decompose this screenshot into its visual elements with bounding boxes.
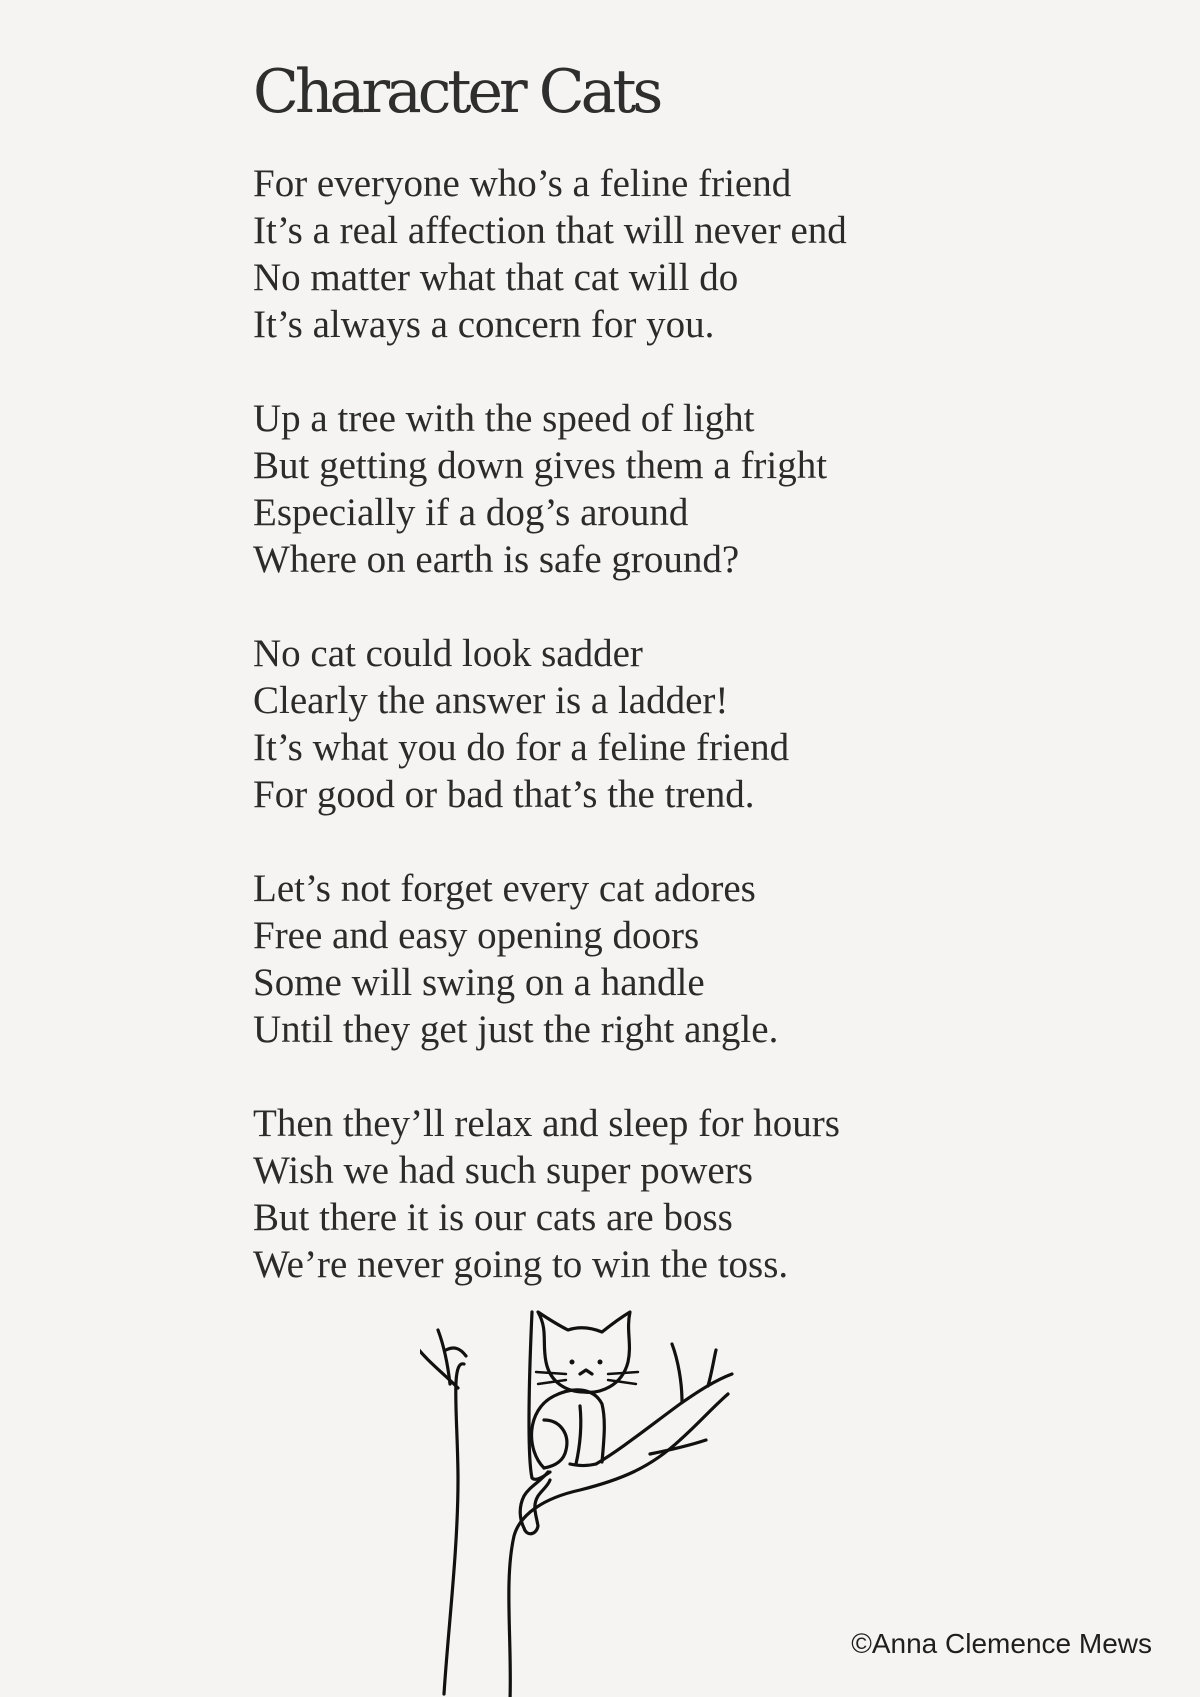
tree-twig-1: [672, 1344, 682, 1402]
cat-in-tree-icon: [420, 1300, 760, 1697]
poem-line: But there it is our cats are boss: [253, 1196, 733, 1239]
stanza-4: [253, 865, 1013, 1053]
tree-trunk-right-lower: [509, 1394, 728, 1697]
tree-trunk-right: [529, 1312, 550, 1479]
poem-line: We’re never going to win the toss.: [253, 1243, 789, 1286]
poem-line: It’s a real affection that will never end: [253, 209, 847, 252]
poem-line: No cat could look sadder: [253, 632, 643, 675]
poem-line: But getting down gives them a fright: [253, 444, 828, 487]
poem-line: No matter what that cat will do: [253, 256, 739, 299]
poem-line: Until they get just the right angle.: [253, 1008, 779, 1051]
cat-mouth: [580, 1370, 592, 1374]
stanza-3: [253, 630, 1013, 818]
cat-body: [532, 1390, 605, 1468]
poem-line: Especially if a dog’s around: [253, 491, 689, 534]
stanza-2: [253, 395, 1013, 583]
tree-branch-left: [420, 1344, 458, 1388]
stanza-1: [253, 160, 1013, 348]
stanza-5: [253, 1100, 1013, 1288]
poem-line: For everyone who’s a feline friend: [253, 162, 792, 205]
cat-hind: [544, 1420, 567, 1468]
cat-eye-left: [570, 1360, 575, 1365]
poem-line: Clearly the answer is a ladder!: [253, 679, 729, 722]
poem-line: Let’s not forget every cat adores: [253, 867, 756, 910]
poem-line: Free and easy opening doors: [253, 914, 700, 957]
copyright-notice: ©Anna Clemence Mews: [851, 1628, 1152, 1659]
poem-line: For good or bad that’s the trend.: [253, 773, 755, 816]
poem-line: Wish we had such super powers: [253, 1149, 753, 1192]
cat-paw: [570, 1464, 596, 1466]
tree-trunk-left: [444, 1364, 464, 1694]
poem-body: [253, 160, 1013, 1335]
poem-line: It’s always a concern for you.: [253, 303, 715, 346]
poem-line: Where on earth is safe ground?: [253, 538, 740, 581]
poem-line: Up a tree with the speed of light: [253, 397, 755, 440]
poem-line: Some will swing on a handle: [253, 961, 705, 1004]
poem-line: Then they’ll relax and sleep for hours: [253, 1102, 840, 1145]
poem-title: Character Cats: [253, 57, 660, 127]
poem-line: It’s what you do for a feline friend: [253, 726, 790, 769]
cat-leg: [576, 1406, 581, 1464]
cat-eye-right: [598, 1360, 603, 1365]
tree-branch-left-twig-small: [446, 1348, 466, 1356]
